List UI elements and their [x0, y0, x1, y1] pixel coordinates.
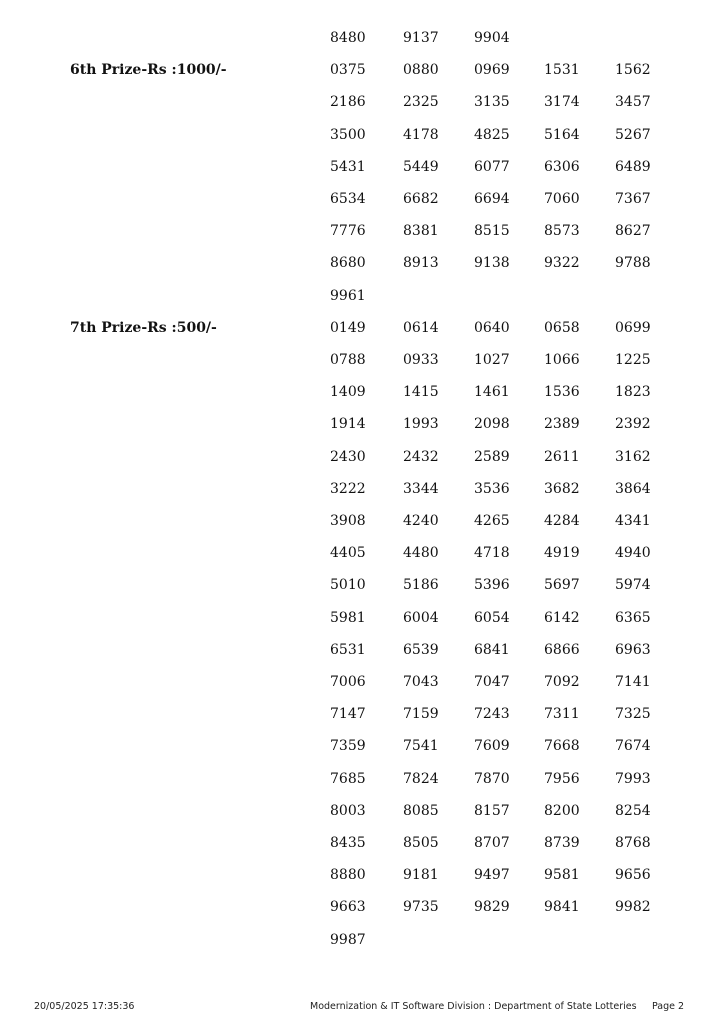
- winning-number: 9322: [544, 255, 580, 271]
- winning-number: 6365: [615, 610, 651, 626]
- number-row: [0, 670, 724, 694]
- winning-number: 0614: [403, 320, 439, 336]
- winning-number: 7956: [544, 771, 580, 787]
- winning-number: 9581: [544, 867, 580, 883]
- winning-number: 4718: [474, 545, 510, 561]
- number-row: [0, 123, 724, 147]
- winning-number: 7674: [615, 738, 651, 754]
- winning-number: 7311: [544, 706, 580, 722]
- winning-number: 8200: [544, 803, 580, 819]
- number-row: [0, 187, 724, 211]
- winning-number: 8157: [474, 803, 510, 819]
- winning-number: 9982: [615, 899, 651, 915]
- winning-number: 8680: [330, 255, 366, 271]
- winning-number: 7367: [615, 191, 651, 207]
- winning-number: 1415: [403, 384, 439, 400]
- number-row: [0, 638, 724, 662]
- footer-timestamp: 20/05/2025 17:35:36: [34, 1001, 135, 1012]
- winning-number: 3864: [615, 481, 651, 497]
- winning-number: 7159: [403, 706, 439, 722]
- winning-number: 3222: [330, 481, 366, 497]
- winning-number: 6694: [474, 191, 510, 207]
- winning-number: 5431: [330, 159, 366, 175]
- winning-number: 8739: [544, 835, 580, 851]
- winning-number: 1461: [474, 384, 510, 400]
- winning-number: 5449: [403, 159, 439, 175]
- winning-number: 1562: [615, 62, 651, 78]
- winning-number: 6077: [474, 159, 510, 175]
- number-row: [0, 702, 724, 726]
- winning-number: 6142: [544, 610, 580, 626]
- winning-number: 4919: [544, 545, 580, 561]
- winning-number: 9663: [330, 899, 366, 915]
- winning-number: 5267: [615, 127, 651, 143]
- winning-number: 3174: [544, 94, 580, 110]
- winning-number: 7325: [615, 706, 651, 722]
- winning-number: 3162: [615, 449, 651, 465]
- winning-number: 9137: [403, 30, 439, 46]
- winning-number: 3500: [330, 127, 366, 143]
- winning-number: 5010: [330, 577, 366, 593]
- page-footer: [0, 998, 724, 1016]
- winning-number: 8880: [330, 867, 366, 883]
- number-row: [0, 477, 724, 501]
- winning-number: 1027: [474, 352, 510, 368]
- number-row: [0, 380, 724, 404]
- winning-number: 6841: [474, 642, 510, 658]
- number-row: [0, 284, 724, 308]
- prize-category-label: 6th Prize-Rs :1000/-: [70, 62, 227, 78]
- winning-number: 6531: [330, 642, 366, 658]
- winning-number: 6539: [403, 642, 439, 658]
- winning-number: 2432: [403, 449, 439, 465]
- winning-number: 0969: [474, 62, 510, 78]
- winning-number: 3908: [330, 513, 366, 529]
- winning-number: 7092: [544, 674, 580, 690]
- winning-number: 7060: [544, 191, 580, 207]
- winning-number: 7685: [330, 771, 366, 787]
- winning-number: 4284: [544, 513, 580, 529]
- winning-number: 2430: [330, 449, 366, 465]
- number-row: [0, 767, 724, 791]
- number-row: [0, 509, 724, 533]
- winning-number: 3536: [474, 481, 510, 497]
- number-row: [0, 928, 724, 952]
- winning-number: 0658: [544, 320, 580, 336]
- winning-number: 6489: [615, 159, 651, 175]
- winning-number: 6054: [474, 610, 510, 626]
- winning-number: 7043: [403, 674, 439, 690]
- winning-number: 0880: [403, 62, 439, 78]
- winning-number: 2186: [330, 94, 366, 110]
- winning-number: 8627: [615, 223, 651, 239]
- winning-number: 4940: [615, 545, 651, 561]
- winning-number: 8573: [544, 223, 580, 239]
- winning-number: 6963: [615, 642, 651, 658]
- winning-number: 1823: [615, 384, 651, 400]
- winning-number: 1531: [544, 62, 580, 78]
- winning-number: 8505: [403, 835, 439, 851]
- winning-number: 3682: [544, 481, 580, 497]
- number-row: [0, 445, 724, 469]
- winning-number: 4178: [403, 127, 439, 143]
- winning-number: 7668: [544, 738, 580, 754]
- winning-number: 9656: [615, 867, 651, 883]
- winning-number: 7870: [474, 771, 510, 787]
- winning-number: 9987: [330, 932, 366, 948]
- winning-number: 3457: [615, 94, 651, 110]
- winning-number: 7006: [330, 674, 366, 690]
- number-row: [0, 799, 724, 823]
- winning-number: 4240: [403, 513, 439, 529]
- winning-number: 6534: [330, 191, 366, 207]
- footer-page-number: Page 2: [652, 1001, 685, 1012]
- winning-number: 7141: [615, 674, 651, 690]
- winning-number: 0933: [403, 352, 439, 368]
- winning-number: 8768: [615, 835, 651, 851]
- winning-number: 9904: [474, 30, 510, 46]
- winning-number: 9829: [474, 899, 510, 915]
- winning-number: 0149: [330, 320, 366, 336]
- winning-number: 8913: [403, 255, 439, 271]
- winning-number: 7609: [474, 738, 510, 754]
- winning-number: 9138: [474, 255, 510, 271]
- winning-number: 8515: [474, 223, 510, 239]
- winning-number: 7776: [330, 223, 366, 239]
- winning-number: 0640: [474, 320, 510, 336]
- winning-number: 5186: [403, 577, 439, 593]
- winning-number: 3344: [403, 481, 439, 497]
- winning-number: 8254: [615, 803, 651, 819]
- winning-number: 2325: [403, 94, 439, 110]
- winning-number: 5697: [544, 577, 580, 593]
- winning-number: 7147: [330, 706, 366, 722]
- number-row: [0, 219, 724, 243]
- winning-number: 6866: [544, 642, 580, 658]
- winning-number: 2611: [544, 449, 580, 465]
- winning-number: 3135: [474, 94, 510, 110]
- winning-number: 4825: [474, 127, 510, 143]
- winning-number: 7541: [403, 738, 439, 754]
- winning-number: 5164: [544, 127, 580, 143]
- number-row: [0, 90, 724, 114]
- winning-number: 2589: [474, 449, 510, 465]
- winning-number: 6682: [403, 191, 439, 207]
- winning-number: 8381: [403, 223, 439, 239]
- number-row: [0, 412, 724, 436]
- winning-number: 7047: [474, 674, 510, 690]
- winning-number: 0699: [615, 320, 651, 336]
- number-row: [0, 895, 724, 919]
- number-row: [0, 58, 724, 82]
- winning-number: 9735: [403, 899, 439, 915]
- winning-number: 9181: [403, 867, 439, 883]
- winning-number: 2098: [474, 416, 510, 432]
- winning-number: 4265: [474, 513, 510, 529]
- winning-number: 7824: [403, 771, 439, 787]
- number-row: [0, 155, 724, 179]
- number-row: [0, 734, 724, 758]
- winning-number: 5396: [474, 577, 510, 593]
- winning-number: 8085: [403, 803, 439, 819]
- winning-number: 5974: [615, 577, 651, 593]
- winning-number: 8707: [474, 835, 510, 851]
- winning-number: 7243: [474, 706, 510, 722]
- winning-number: 8435: [330, 835, 366, 851]
- number-row: [0, 831, 724, 855]
- number-row: [0, 863, 724, 887]
- number-row: [0, 606, 724, 630]
- winning-number: 6004: [403, 610, 439, 626]
- winning-number: 0375: [330, 62, 366, 78]
- winning-number: 9497: [474, 867, 510, 883]
- winning-number: 9841: [544, 899, 580, 915]
- winning-number: 9788: [615, 255, 651, 271]
- number-row: [0, 26, 724, 50]
- winning-number: 8480: [330, 30, 366, 46]
- winning-number: 9961: [330, 288, 366, 304]
- winning-number: 8003: [330, 803, 366, 819]
- winning-number: 5981: [330, 610, 366, 626]
- winning-number: 1536: [544, 384, 580, 400]
- winning-number: 2392: [615, 416, 651, 432]
- number-row: [0, 541, 724, 565]
- number-row: [0, 251, 724, 275]
- winning-number: 2389: [544, 416, 580, 432]
- prize-category-label: 7th Prize-Rs :500/-: [70, 320, 217, 336]
- number-row: [0, 348, 724, 372]
- winning-number: 0788: [330, 352, 366, 368]
- winning-number: 1914: [330, 416, 366, 432]
- winning-number: 1409: [330, 384, 366, 400]
- winning-number: 1225: [615, 352, 651, 368]
- winning-number: 4480: [403, 545, 439, 561]
- winning-number: 1066: [544, 352, 580, 368]
- winning-number: 7359: [330, 738, 366, 754]
- footer-division: Modernization & IT Software Division : Department of State Lotteries: [310, 1001, 637, 1012]
- winning-number: 4341: [615, 513, 651, 529]
- winning-number: 1993: [403, 416, 439, 432]
- number-row: [0, 316, 724, 340]
- winning-number: 7993: [615, 771, 651, 787]
- number-row: [0, 573, 724, 597]
- winning-number: 6306: [544, 159, 580, 175]
- winning-number: 4405: [330, 545, 366, 561]
